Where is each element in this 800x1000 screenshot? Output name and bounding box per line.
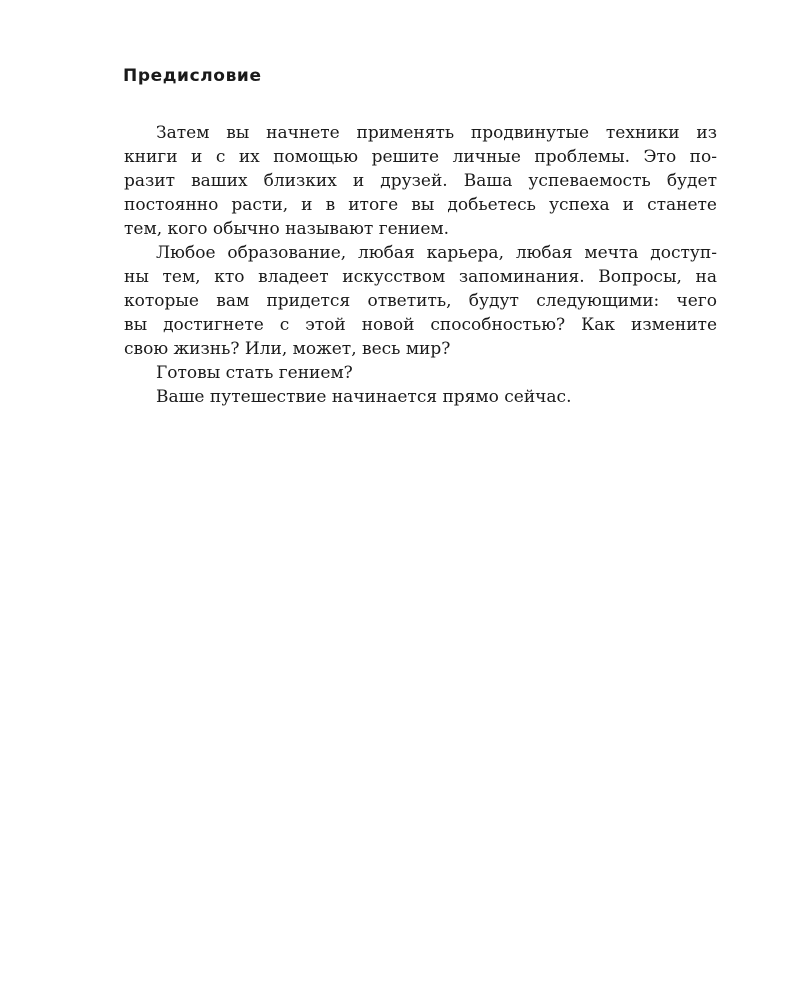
paragraph-2 (124, 241, 717, 361)
text-line: постоянно расти, и в итоге вы добьетесь успеха и станете (124, 195, 717, 215)
text-line: книги и с их помощью решите личные проблемы. Это по- (124, 147, 717, 167)
text-line: вы достигнете с этой новой способностью? Как измените (124, 315, 717, 335)
paragraph-3 (124, 361, 717, 385)
text-line: Ваше путешествие начинается прямо сейчас. (156, 387, 572, 407)
text-line: тем, кого обычно называют гением. (124, 219, 450, 239)
chapter-heading: Предисловие (123, 66, 262, 86)
text-line: свою жизнь? Или, может, весь мир? (124, 339, 451, 359)
text-line: Любое образование, любая карьера, любая мечта доступ- (156, 243, 717, 263)
body-text (124, 121, 717, 409)
text-line: ны тем, кто владеет искусством запоминания. Вопросы, на (124, 267, 717, 287)
text-line: Готовы стать гением? (156, 363, 353, 383)
paragraph-4 (124, 385, 717, 409)
text-line: разит ваших близких и друзей. Ваша успеваемость будет (124, 171, 717, 191)
text-line: которые вам придется ответить, будут следующими: чего (124, 291, 717, 311)
text-line: Затем вы начнете применять продвинутые техники из (156, 123, 717, 143)
paragraph-1 (124, 121, 717, 241)
